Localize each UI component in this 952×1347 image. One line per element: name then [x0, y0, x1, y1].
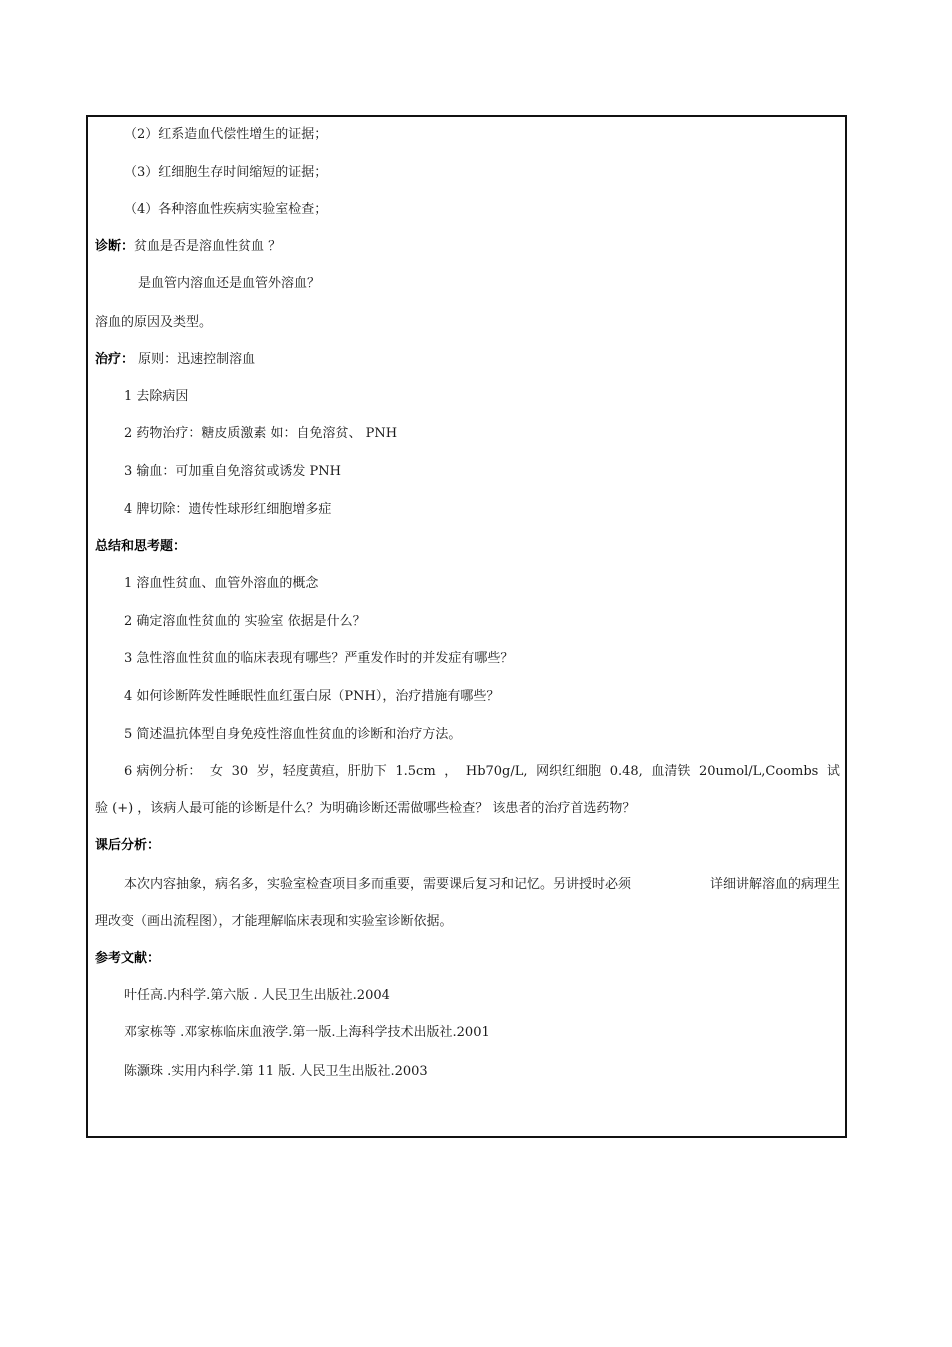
references-heading: 参考文献： — [95, 951, 161, 966]
text-line: （4）各种溶血性疾病实验室检查； — [124, 202, 328, 217]
text-line: 理改变（画出流程图），才能理解临床表现和实验室诊断依据。 — [95, 914, 453, 929]
after-class-heading: 课后分析： — [95, 838, 161, 853]
text-line: （3）红细胞生存时间缩短的证据； — [124, 165, 328, 180]
case-word: 30 — [231, 764, 249, 779]
text-line: 溶血的原因及类型。 — [95, 315, 213, 330]
text-line: 3 输血：可加重自免溶贫或诱发 PNH — [124, 464, 341, 479]
reference-item: 邓家栋等 .邓家栋临床血液学.第一版.上海科学技术出版社.2001 — [124, 1025, 490, 1040]
after-class-text: 详细讲解溶血的病理生 — [709, 877, 840, 892]
text-line: 1 去除病因 — [124, 389, 189, 404]
case-analysis-line — [124, 764, 840, 780]
text-line: 4 脾切除：遗传性球形红细胞增多症 — [124, 502, 332, 517]
summary-heading: 总结和思考题： — [95, 539, 187, 554]
case-word: 6 病例分析： — [124, 764, 202, 779]
case-word: Hb70g/L, — [465, 764, 528, 779]
text-line: 4 如何诊断阵发性睡眠性血红蛋白尿（PNH），治疗措施有哪些？ — [124, 689, 500, 704]
text-line: 1 溶血性贫血、血管外溶血的概念 — [124, 576, 319, 591]
diagnosis-line — [95, 239, 281, 255]
reference-item: 陈灏珠 .实用内科学.第 11 版. 人民卫生出版社.2003 — [124, 1064, 428, 1079]
case-word: 女 — [210, 764, 224, 779]
case-word: 网织红细胞 — [536, 764, 602, 779]
case-word: 20umol/L,Coombs — [699, 764, 819, 779]
text-line: 验 (+) ，该病人最可能的诊断是什么？为明确诊断还需做哪些检查？ 该患者的治疗首选药物？ — [95, 801, 636, 816]
case-word: ， — [444, 764, 458, 779]
diagnosis-heading: 诊断： — [95, 239, 135, 254]
text-line: 2 确定溶血性贫血的 实验室 依据是什么？ — [124, 614, 366, 629]
case-word: 1.5cm — [395, 764, 436, 779]
text-line: 2 药物治疗：糖皮质激素 如：自免溶贫、 PNH — [124, 426, 398, 441]
text-line: （2）红系造血代偿性增生的证据； — [124, 127, 328, 142]
case-word: 血清铁 — [651, 764, 691, 779]
treatment-text: 原则：迅速控制溶血 — [134, 352, 256, 367]
text-line: 3 急性溶血性贫血的临床表现有哪些？严重发作时的并发症有哪些？ — [124, 651, 514, 666]
treatment-heading: 治疗： — [95, 352, 135, 367]
case-word: 试 — [826, 764, 840, 779]
reference-item: 叶任高.内科学.第六版 . 人民卫生出版社.2004 — [124, 988, 390, 1003]
treatment-line — [95, 352, 255, 368]
text-line: 5 简述温抗体型自身免疫性溶血性贫血的诊断和治疗方法。 — [124, 727, 462, 742]
after-class-line — [124, 877, 840, 893]
after-class-text: 本次内容抽象，病名多，实验室检查项目多而重要，需要课后复习和记忆。另讲授时必须 — [124, 877, 632, 892]
text-line: 是血管内溶血还是血管外溶血？ — [138, 276, 321, 291]
case-word: 0.48, — [609, 764, 643, 779]
case-word: 岁，轻度黄疸，肝肋下 — [256, 764, 387, 779]
diagnosis-text: 贫血是否是溶血性贫血 ？ — [134, 239, 282, 254]
